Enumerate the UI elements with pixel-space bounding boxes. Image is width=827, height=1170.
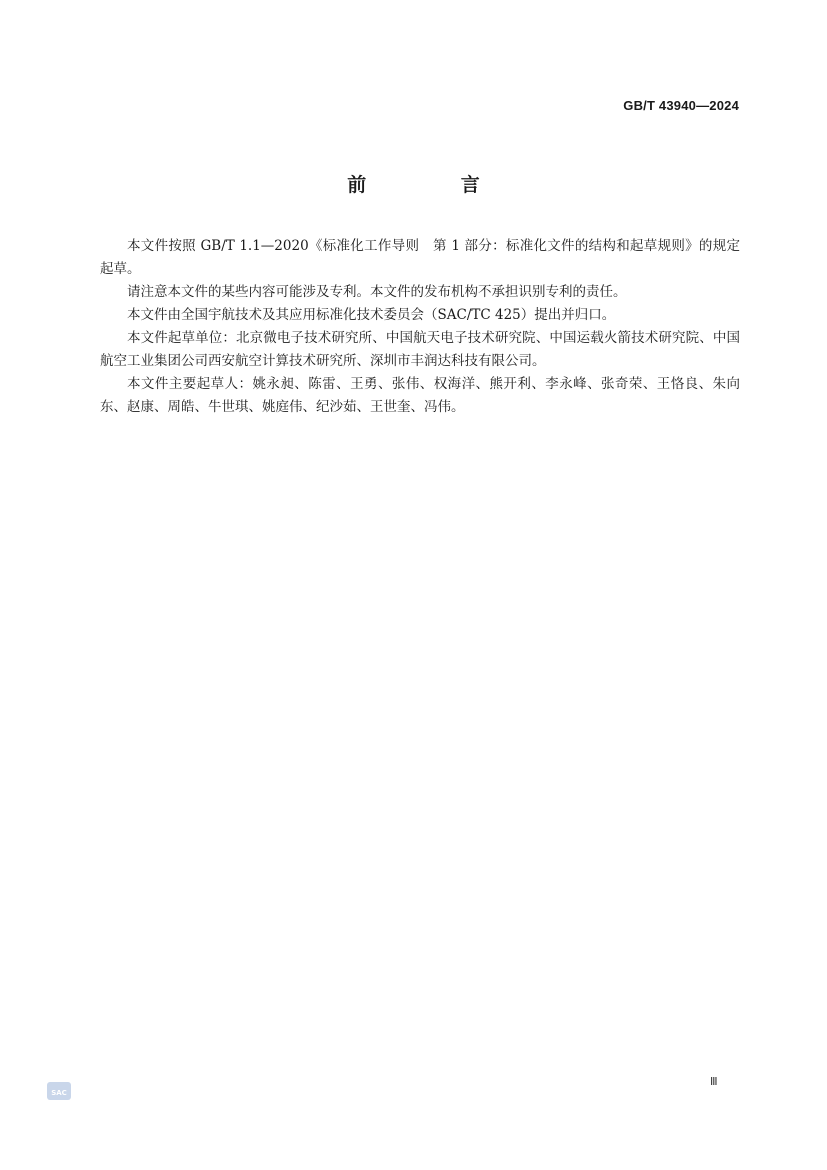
page-title: 前 言 (347, 174, 524, 196)
paragraph-drafting-units: 本文件起草单位：北京微电子技术研究所、中国航天电子技术研究院、中国运载火箭技术研究院、中国航空工业集团公司西安航空计算技术研究所、深圳市丰润达科技有限公司。 (100, 330, 740, 369)
paragraph-proposer: 本文件由全国宇航技术及其应用标准化技术委员会（SAC/TC 425）提出并归口。 (127, 307, 616, 323)
paragraph-drafters: 本文件主要起草人：姚永昶、陈雷、王勇、张伟、权海洋、熊开利、李永峰、张奇荣、王恪良、朱向东、赵康、周皓、牛世琪、姚庭伟、纪沙茹、王世奎、冯伟。 (100, 376, 740, 415)
page-number: Ⅲ (710, 1075, 718, 1088)
paragraph-patent-notice: 请注意本文件的某些内容可能涉及专利。本文件的发布机构不承担识别专利的责任。 (127, 284, 627, 300)
sac-logo-icon (47, 1080, 71, 1102)
svg-text:SAC: SAC (51, 1089, 67, 1097)
document-body (100, 235, 740, 419)
paragraph-drafting-rules: 本文件按照 GB/T 1.1—2020《标准化工作导则 第 1 部分：标准化文件的结构和起草规则》的规定起草。 (100, 238, 740, 277)
standard-number: GB/T 43940—2024 (623, 98, 739, 113)
